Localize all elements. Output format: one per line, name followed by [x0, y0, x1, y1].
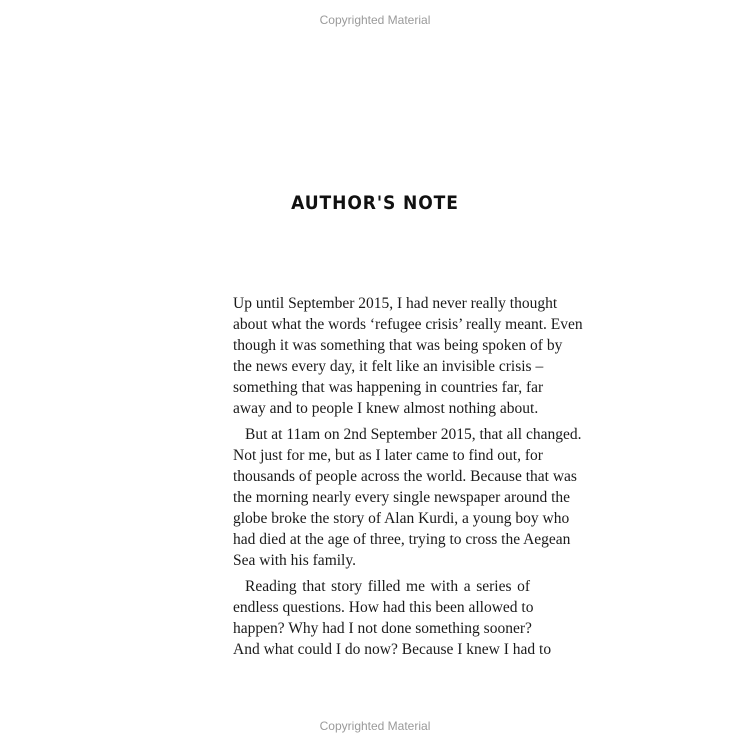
text-line: But at 11am on 2nd September 2015, that all changed.: [245, 426, 582, 443]
copyright-watermark-bottom: Copyrighted Material: [319, 719, 431, 733]
text-line: Not just for me, but as I later came to find out, for: [233, 447, 543, 464]
paragraph-2: [233, 424, 582, 571]
text-line: Reading that story filled me with a series of: [245, 578, 530, 595]
copyright-watermark-top: Copyrighted Material: [319, 13, 431, 27]
text-line: Sea with his family.: [233, 552, 356, 569]
text-line: had died at the age of three, trying to cross the Aegean: [233, 531, 571, 548]
text-line: though it was something that was being spoken of by: [233, 337, 563, 354]
text-line: the morning nearly every single newspaper around the: [233, 489, 571, 506]
text-line: the news every day, it felt like an invisible crisis –: [233, 358, 544, 375]
text-line: Up until September 2015, I had never really thought: [233, 295, 558, 312]
text-line: happen? Why had I not done something sooner?: [233, 620, 532, 637]
body-text: [233, 293, 583, 660]
text-line: thousands of people across the world. Because that was: [233, 468, 577, 485]
text-line: something that was happening in countries far, far: [233, 379, 544, 396]
text-line: about what the words ‘refugee crisis’ really meant. Even: [233, 316, 583, 333]
text-line: globe broke the story of Alan Kurdi, a young boy who: [233, 510, 570, 527]
page-title: AUTHOR'S NOTE: [291, 192, 459, 214]
paragraph-1: [233, 293, 583, 419]
text-line: endless questions. How had this been allowed to: [233, 599, 534, 616]
text-line: away and to people I knew almost nothing about.: [233, 400, 539, 417]
text-line: And what could I do now? Because I knew I had to: [233, 641, 552, 658]
paragraph-3: [233, 576, 552, 660]
